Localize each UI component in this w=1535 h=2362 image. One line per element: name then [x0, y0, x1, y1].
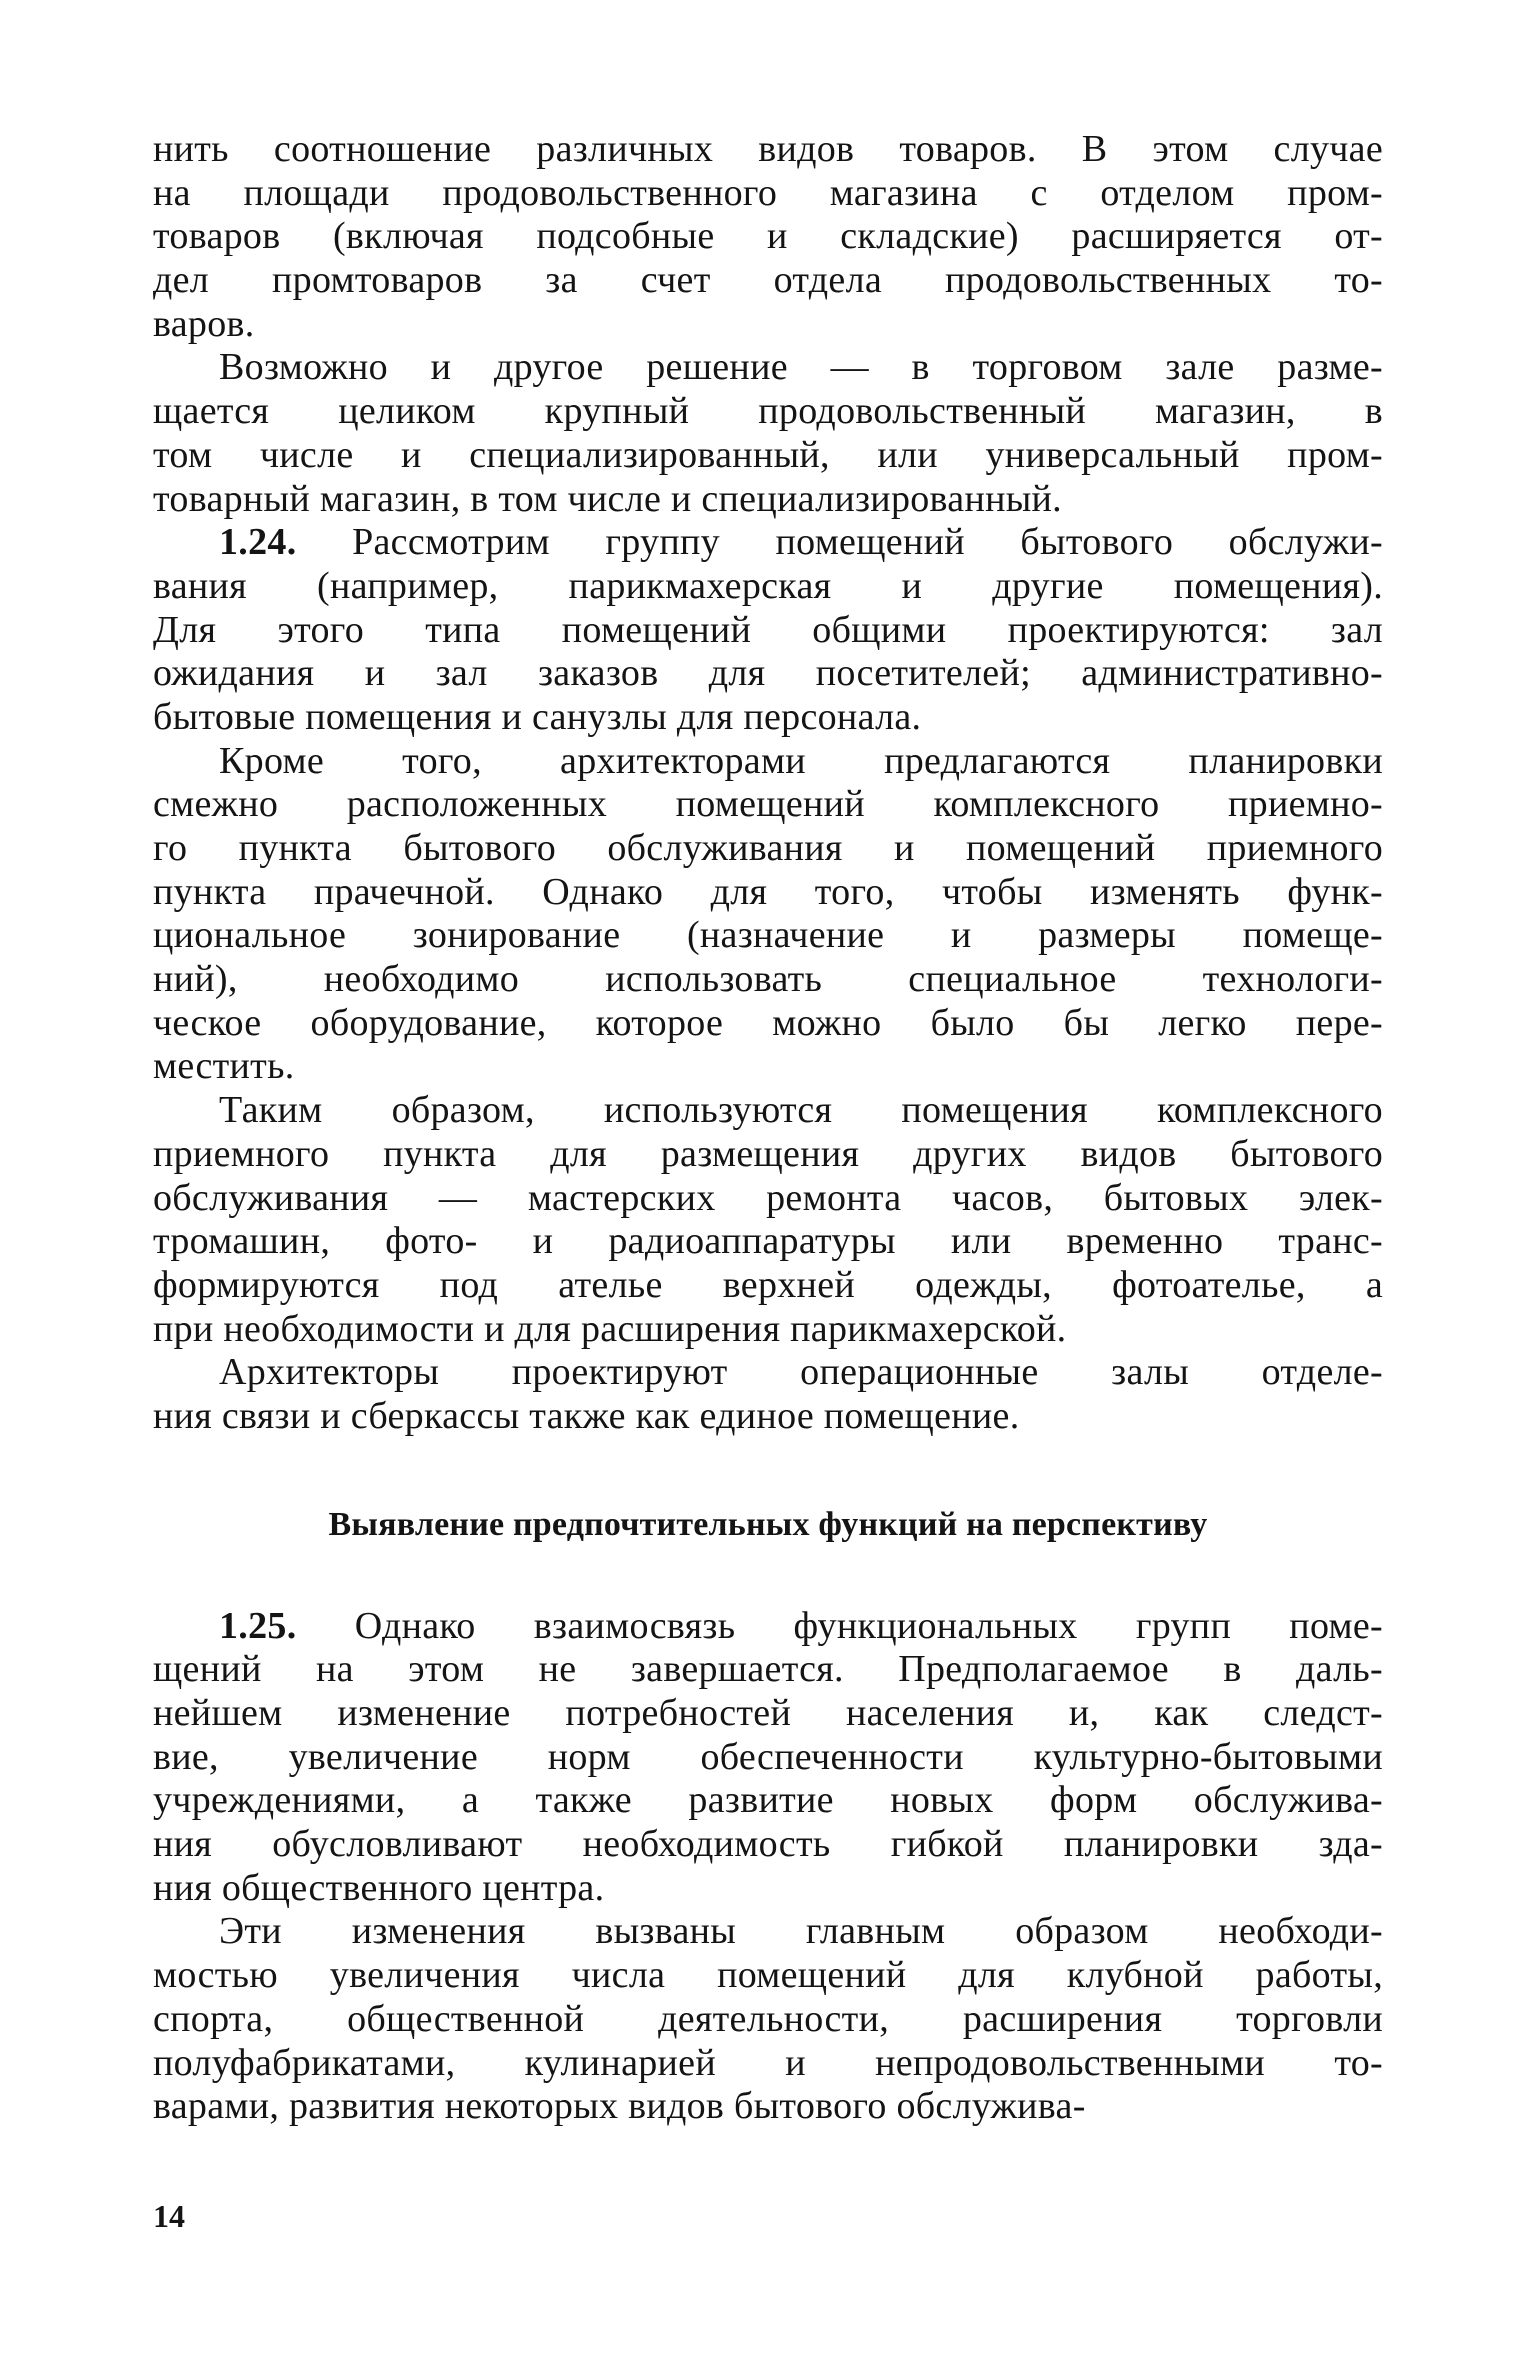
text-line: ния общественного центра.	[153, 1866, 605, 1909]
text-line: нейшем изменение потребностей населения и, как следст-	[153, 1692, 1383, 1734]
text-line	[153, 521, 1383, 565]
paragraph	[153, 128, 1383, 346]
text-line: щается целиком крупный продовольственный магазин, в	[153, 390, 1383, 433]
text-line: полуфабрикатами, кулинарией и непродовольственными то-	[153, 2041, 1383, 2084]
paragraph-number: 1.24.	[219, 521, 297, 564]
text-line: спорта, общественной деятельности, расширения торговли	[153, 1997, 1383, 2040]
section-heading: Выявление предпочтительных функций на перспективу	[328, 1505, 1208, 1543]
text-line	[153, 1605, 1383, 1649]
text-line: формируются под ателье верхней одежды, фотоателье, а	[153, 1263, 1383, 1306]
text-line: том числе и специализированный, или универсальный пром-	[153, 433, 1383, 476]
text-line: нить соотношение различных видов товаров. В этом случае	[153, 128, 1383, 170]
text-line: при необходимости и для расширения парикмахерской.	[153, 1307, 1067, 1350]
paragraph	[153, 740, 1383, 1090]
text-line: Возможно и другое решение — в торговом зале разме-	[219, 346, 1383, 389]
text-line: обслуживания — мастерских ремонта часов, бытовых элек-	[153, 1176, 1383, 1219]
text-line: ческое оборудование, которое можно было бы легко пере-	[153, 1001, 1383, 1044]
text-line: ния связи и сберкассы также как единое помещение.	[153, 1394, 1020, 1437]
text-line: го пункта бытового обслуживания и помещений приемного	[153, 827, 1383, 869]
line-text: Рассмотрим группу помещений бытового обслужи-	[296, 521, 1383, 564]
text-line: вания (например, парикмахерская и другие помещения).	[153, 564, 1383, 607]
text-line: варов.	[153, 302, 255, 345]
text-line: местить.	[153, 1045, 295, 1088]
text-line: учреждениями, а также развитие новых форм обслужива-	[153, 1779, 1383, 1822]
text-line: ния обусловливают необходимость гибкой планировки зда-	[153, 1823, 1383, 1866]
text-line: бытовые помещения и санузлы для персонала.	[153, 695, 922, 738]
paragraphs-top	[153, 128, 1383, 1439]
page-number: 14	[153, 2198, 185, 2234]
text-line: Эти изменения вызваны главным образом необходи-	[219, 1910, 1383, 1953]
text-line: Таким образом, используются помещения комплексного	[219, 1089, 1383, 1132]
text-line: Архитекторы проектируют операционные залы отделе-	[219, 1351, 1383, 1394]
text-line: приемного пункта для размещения других видов бытового	[153, 1132, 1383, 1175]
text-line: варами, развития некоторых видов бытового обслужива-	[153, 2085, 1086, 2128]
text-line: смежно расположенных помещений комплексного приемно-	[153, 783, 1383, 826]
text-line: на площади продовольственного магазина с отделом пром-	[153, 171, 1383, 214]
text-line: ний), необходимо использовать специальное технологи-	[153, 958, 1383, 1001]
text-line: пункта прачечной. Однако для того, чтобы изменять функ-	[153, 870, 1383, 913]
text-line: вие, увеличение норм обеспеченности культурно-бытовыми	[153, 1735, 1383, 1778]
paragraph	[153, 346, 1383, 521]
paragraphs-bottom	[153, 1605, 1383, 2129]
body-text	[153, 128, 1383, 2129]
paragraph	[153, 1351, 1383, 1438]
text-line: циональное зонирование (назначение и размеры помеще-	[153, 914, 1383, 957]
paragraph	[153, 521, 1383, 739]
text-line: дел промтоваров за счет отдела продовольственных то-	[153, 259, 1383, 302]
text-line: Для этого типа помещений общими проектируются: зал	[153, 608, 1383, 651]
text-line: Кроме того, архитекторами предлагаются планировки	[219, 739, 1383, 782]
paragraph	[153, 1910, 1383, 2128]
line-text: Однако взаимосвязь функциональных групп поме-	[296, 1604, 1383, 1647]
text-line: товарный магазин, в том числе и специализированный.	[153, 477, 1062, 520]
paragraph-number: 1.25.	[219, 1604, 297, 1647]
text-line: мостью увеличения числа помещений для клубной работы,	[153, 1954, 1383, 1997]
text-line: тромашин, фото- и радиоаппаратуры или временно транс-	[153, 1220, 1383, 1263]
text-line: товаров (включая подсобные и складские) расширяется от-	[153, 215, 1383, 258]
text-line: ожидания и зал заказов для посетителей; административно-	[153, 652, 1383, 695]
paragraph	[153, 1089, 1383, 1351]
paragraph	[153, 1605, 1383, 1911]
text-line: щений на этом не завершается. Предполагаемое в даль-	[153, 1648, 1383, 1691]
